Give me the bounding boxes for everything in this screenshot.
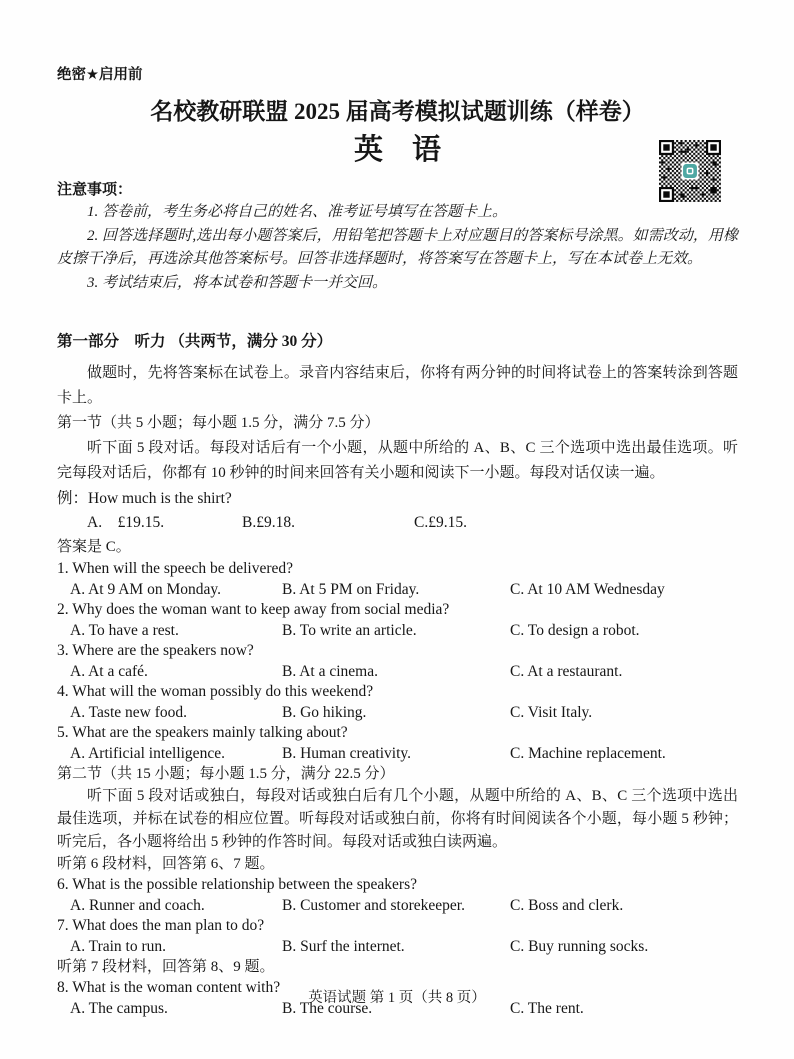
qr-code	[659, 140, 721, 202]
question-options-row	[57, 580, 738, 601]
section2-instruction: 听下面 5 段对话或独白，每段对话或独白后有几个小题，从题中所给的 A、B、C 三个选项中选出最佳选项，并标在试卷的相应位置。听每段对话或独白前，你将有时间阅读各个小题，每小题 5 秒钟；听完后，各小题将给出 5 秒钟的作答时间。每段对话或独白读两遍。	[57, 788, 738, 850]
question-option-b: B. The course.	[282, 999, 373, 1017]
question-option-c: C. Machine replacement.	[510, 744, 666, 762]
question-text: 1. When will the speech be delivered?	[57, 560, 293, 577]
example-options-row	[57, 511, 738, 535]
question-option-b: B. Go hiking.	[282, 703, 367, 721]
question-block-1-5	[57, 559, 738, 764]
section1-instruction: 听下面 5 段对话。每段对话后有一个小题，从题中所给的 A、B、C 三个选项中选出最佳选项。听完每段对话后，你都有 10 秒钟的时间来回答有关小题和阅读下一小题。每段对话仅读一遍。	[57, 440, 738, 481]
qr-finder-bottomleft	[659, 187, 674, 202]
question-option-a: A. Train to run.	[70, 937, 167, 955]
question-options-row	[57, 662, 738, 683]
question-text: 5. What are the speakers mainly talking about?	[57, 724, 348, 741]
question-option-c: C. At 10 AM Wednesday	[510, 580, 665, 598]
question-options-row	[57, 937, 738, 958]
question-options-row	[57, 621, 738, 642]
question-options-row	[57, 896, 738, 917]
question-option-a: A. The campus.	[70, 999, 168, 1017]
page-footer: 英语试题 第 1 页（共 8 页）	[308, 990, 486, 1006]
security-label: 绝密★启用前	[57, 67, 143, 83]
qr-code-icon	[659, 140, 721, 202]
question-option-a: A. Artificial intelligence.	[70, 744, 225, 762]
material7-heading: 听第 7 段材料，回答第 8、9 题。	[57, 959, 275, 975]
example-option-a: A. £19.15.	[87, 514, 165, 531]
question-text: 3. Where are the speakers now?	[57, 642, 254, 659]
qr-center-logo	[681, 162, 698, 179]
question-text: 6. What is the possible relationship between the speakers?	[57, 876, 417, 893]
question-options-row	[57, 744, 738, 765]
part1-intro: 做题时，先将答案标在试卷上。录音内容结束后，你将有两分钟的时间将试卷上的答案转涂到答题卡上。	[57, 365, 738, 406]
example-option-c: C.£9.15.	[414, 514, 467, 531]
notice-item: 1. 答卷前，考生务必将自己的姓名、准考证号填写在答题卡上。	[87, 204, 508, 220]
example-option-b: B.£9.18.	[242, 514, 295, 531]
question-option-c: C. Buy running socks.	[510, 937, 649, 955]
question-option-b: B. Surf the internet.	[282, 937, 405, 955]
qr-finder-topleft	[659, 140, 674, 155]
section2-heading: 第二节（共 15 小题；每小题 1.5 分，满分 22.5 分）	[57, 766, 395, 782]
question-option-a: A. Runner and coach.	[70, 896, 205, 914]
question-option-b: B. Human creativity.	[282, 744, 411, 762]
question-text: 4. What will the woman possibly do this weekend?	[57, 683, 374, 700]
question-option-b: B. At 5 PM on Friday.	[282, 580, 420, 598]
question-block-6-7	[57, 875, 738, 957]
notice-item: 2. 回答选择题时,选出每小题答案后，用铅笔把答题卡上对应题目的答案标号涂黑。如需改动，用橡皮擦干净后，再选涂其他答案标号。回答非选择题时，将答案写在答题卡上，写在本试卷上无效。	[57, 227, 738, 267]
question-option-a: A. At 9 AM on Monday.	[70, 580, 221, 598]
question-option-b: B. Customer and storekeeper.	[282, 896, 465, 914]
question-option-c: C. At a restaurant.	[510, 662, 623, 680]
question-option-c: C. Boss and clerk.	[510, 896, 624, 914]
material6-heading: 听第 6 段材料，回答第 6、7 题。	[57, 856, 275, 872]
exam-title: 名校教研联盟 2025 届高考模拟试题训练（样卷）	[150, 99, 645, 124]
question-option-a: A. Taste new food.	[70, 703, 188, 721]
question-option-b: B. At a cinema.	[282, 662, 378, 680]
question-text: 7. What does the man plan to do?	[57, 917, 265, 934]
exam-subject: 英 语	[353, 134, 441, 166]
notice-heading: 注意事项：	[57, 181, 133, 198]
notice-section	[57, 179, 738, 295]
section1-heading: 第一节（共 5 小题；每小题 1.5 分，满分 7.5 分）	[57, 415, 380, 431]
question-text: 8. What is the woman content with?	[57, 979, 281, 996]
question-option-a: A. To have a rest.	[70, 621, 179, 639]
question-text: 2. Why does the woman want to keep away from social media?	[57, 601, 450, 618]
notice-item: 3. 考试结束后，将本试卷和答题卡一并交回。	[87, 274, 388, 291]
question-option-c: C. To design a robot.	[510, 621, 640, 639]
example-prompt: 例：How much is the shirt?	[57, 490, 232, 507]
qr-finder-topright	[706, 140, 721, 155]
question-option-b: B. To write an article.	[282, 621, 417, 639]
example-answer: 答案是 C。	[57, 539, 131, 555]
part1-heading: 第一部分 听力 （共两节，满分 30 分）	[57, 333, 333, 350]
question-option-c: C. The rent.	[510, 999, 584, 1017]
question-option-c: C. Visit Italy.	[510, 703, 593, 721]
question-options-row	[57, 703, 738, 724]
question-option-a: A. At a café.	[70, 662, 148, 680]
